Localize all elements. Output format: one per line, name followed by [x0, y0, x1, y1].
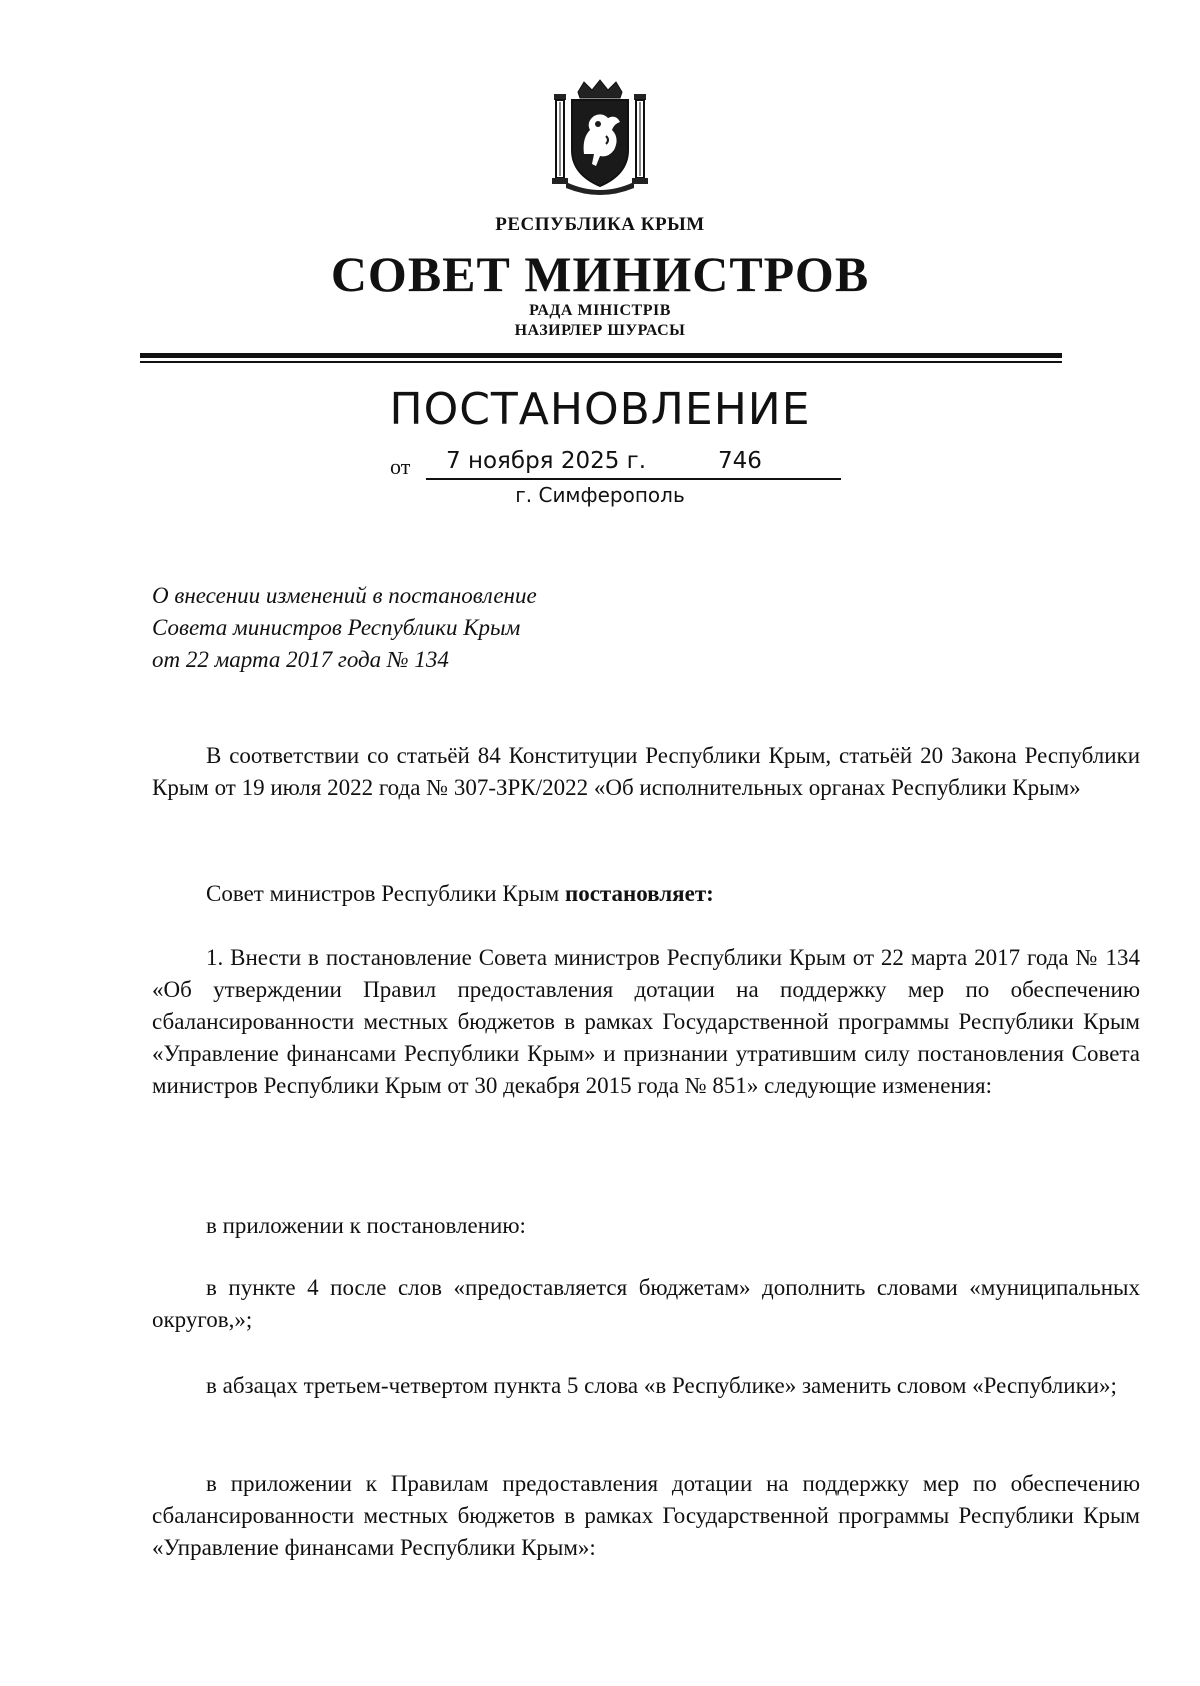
decree-verb: постановляет: — [564, 881, 714, 906]
legal-basis-paragraph: В соответствии со статьёй 84 Конституции Республики Крым, статьёй 20 Закона Республики Крым от 19 июля 2022 года № 307-ЗРК/2022 «Об исполнительных органах Республики Крым» — [152, 743, 1140, 800]
document-title — [152, 580, 537, 676]
council-name-crimean-tatar: НАЗИРЛЕР ШУРАСЫ — [514, 322, 686, 339]
title-line: Совета министров Республики Крым — [152, 615, 521, 640]
point-4-paragraph: в пункте 4 после слов «предоставляется бюджетам» дополнить словами «муниципальных округов,»; — [152, 1275, 1140, 1332]
decree-prefix: Совет министров Республики Крым — [206, 881, 560, 906]
document-date: 7 ноября 2025 г. — [446, 448, 647, 474]
header-divider-thin — [140, 361, 1062, 363]
date-prefix: от — [390, 454, 411, 479]
republic-name: РЕСПУБЛИКА КРЫМ — [495, 214, 705, 235]
document-number: 746 — [718, 448, 762, 474]
date-underline — [426, 478, 841, 480]
council-name-ukrainian: РАДА МІНІСТРІВ — [529, 302, 671, 319]
crimea-coat-of-arms-icon — [550, 78, 650, 198]
title-line: от 22 марта 2017 года № 134 — [152, 647, 449, 672]
document-type: ПОСТАНОВЛЕНИЕ — [389, 384, 811, 435]
decree-paragraph — [152, 878, 1140, 910]
document-city: г. Симферополь — [515, 483, 685, 507]
council-name: СОВЕТ МИНИСТРОВ — [330, 246, 870, 302]
rules-annex-paragraph: в приложении к Правилам предоставления дотации на поддержку мер по обеспечению сбалансированности местных бюджетов в рамках Государственной программы Республики Крым «Управление финансами Республики Крым»: — [152, 1471, 1140, 1560]
point-5-paragraph: в абзацах третьем-четвертом пункта 5 слова «в Республике» заменить словом «Республики»; — [206, 1373, 1117, 1398]
header-divider-thick — [140, 353, 1062, 358]
item-1-paragraph: 1. Внести в постановление Совета министров Республики Крым от 22 марта 2017 года № 134 «Об утверждении Правил предоставления дотации на поддержку мер по обеспечению сбалансированности местных бюджетов в рамках Государственной программы Республики Крым «Управление финансами Республики Крым» и признании утратившим силу постановления Совета министров Республики Крым от 30 декабря 2015 года № 851» следующие изменения: — [152, 945, 1140, 1098]
title-line: О внесении изменений в постановление — [152, 583, 537, 608]
annex-paragraph: в приложении к постановлению: — [206, 1213, 526, 1238]
